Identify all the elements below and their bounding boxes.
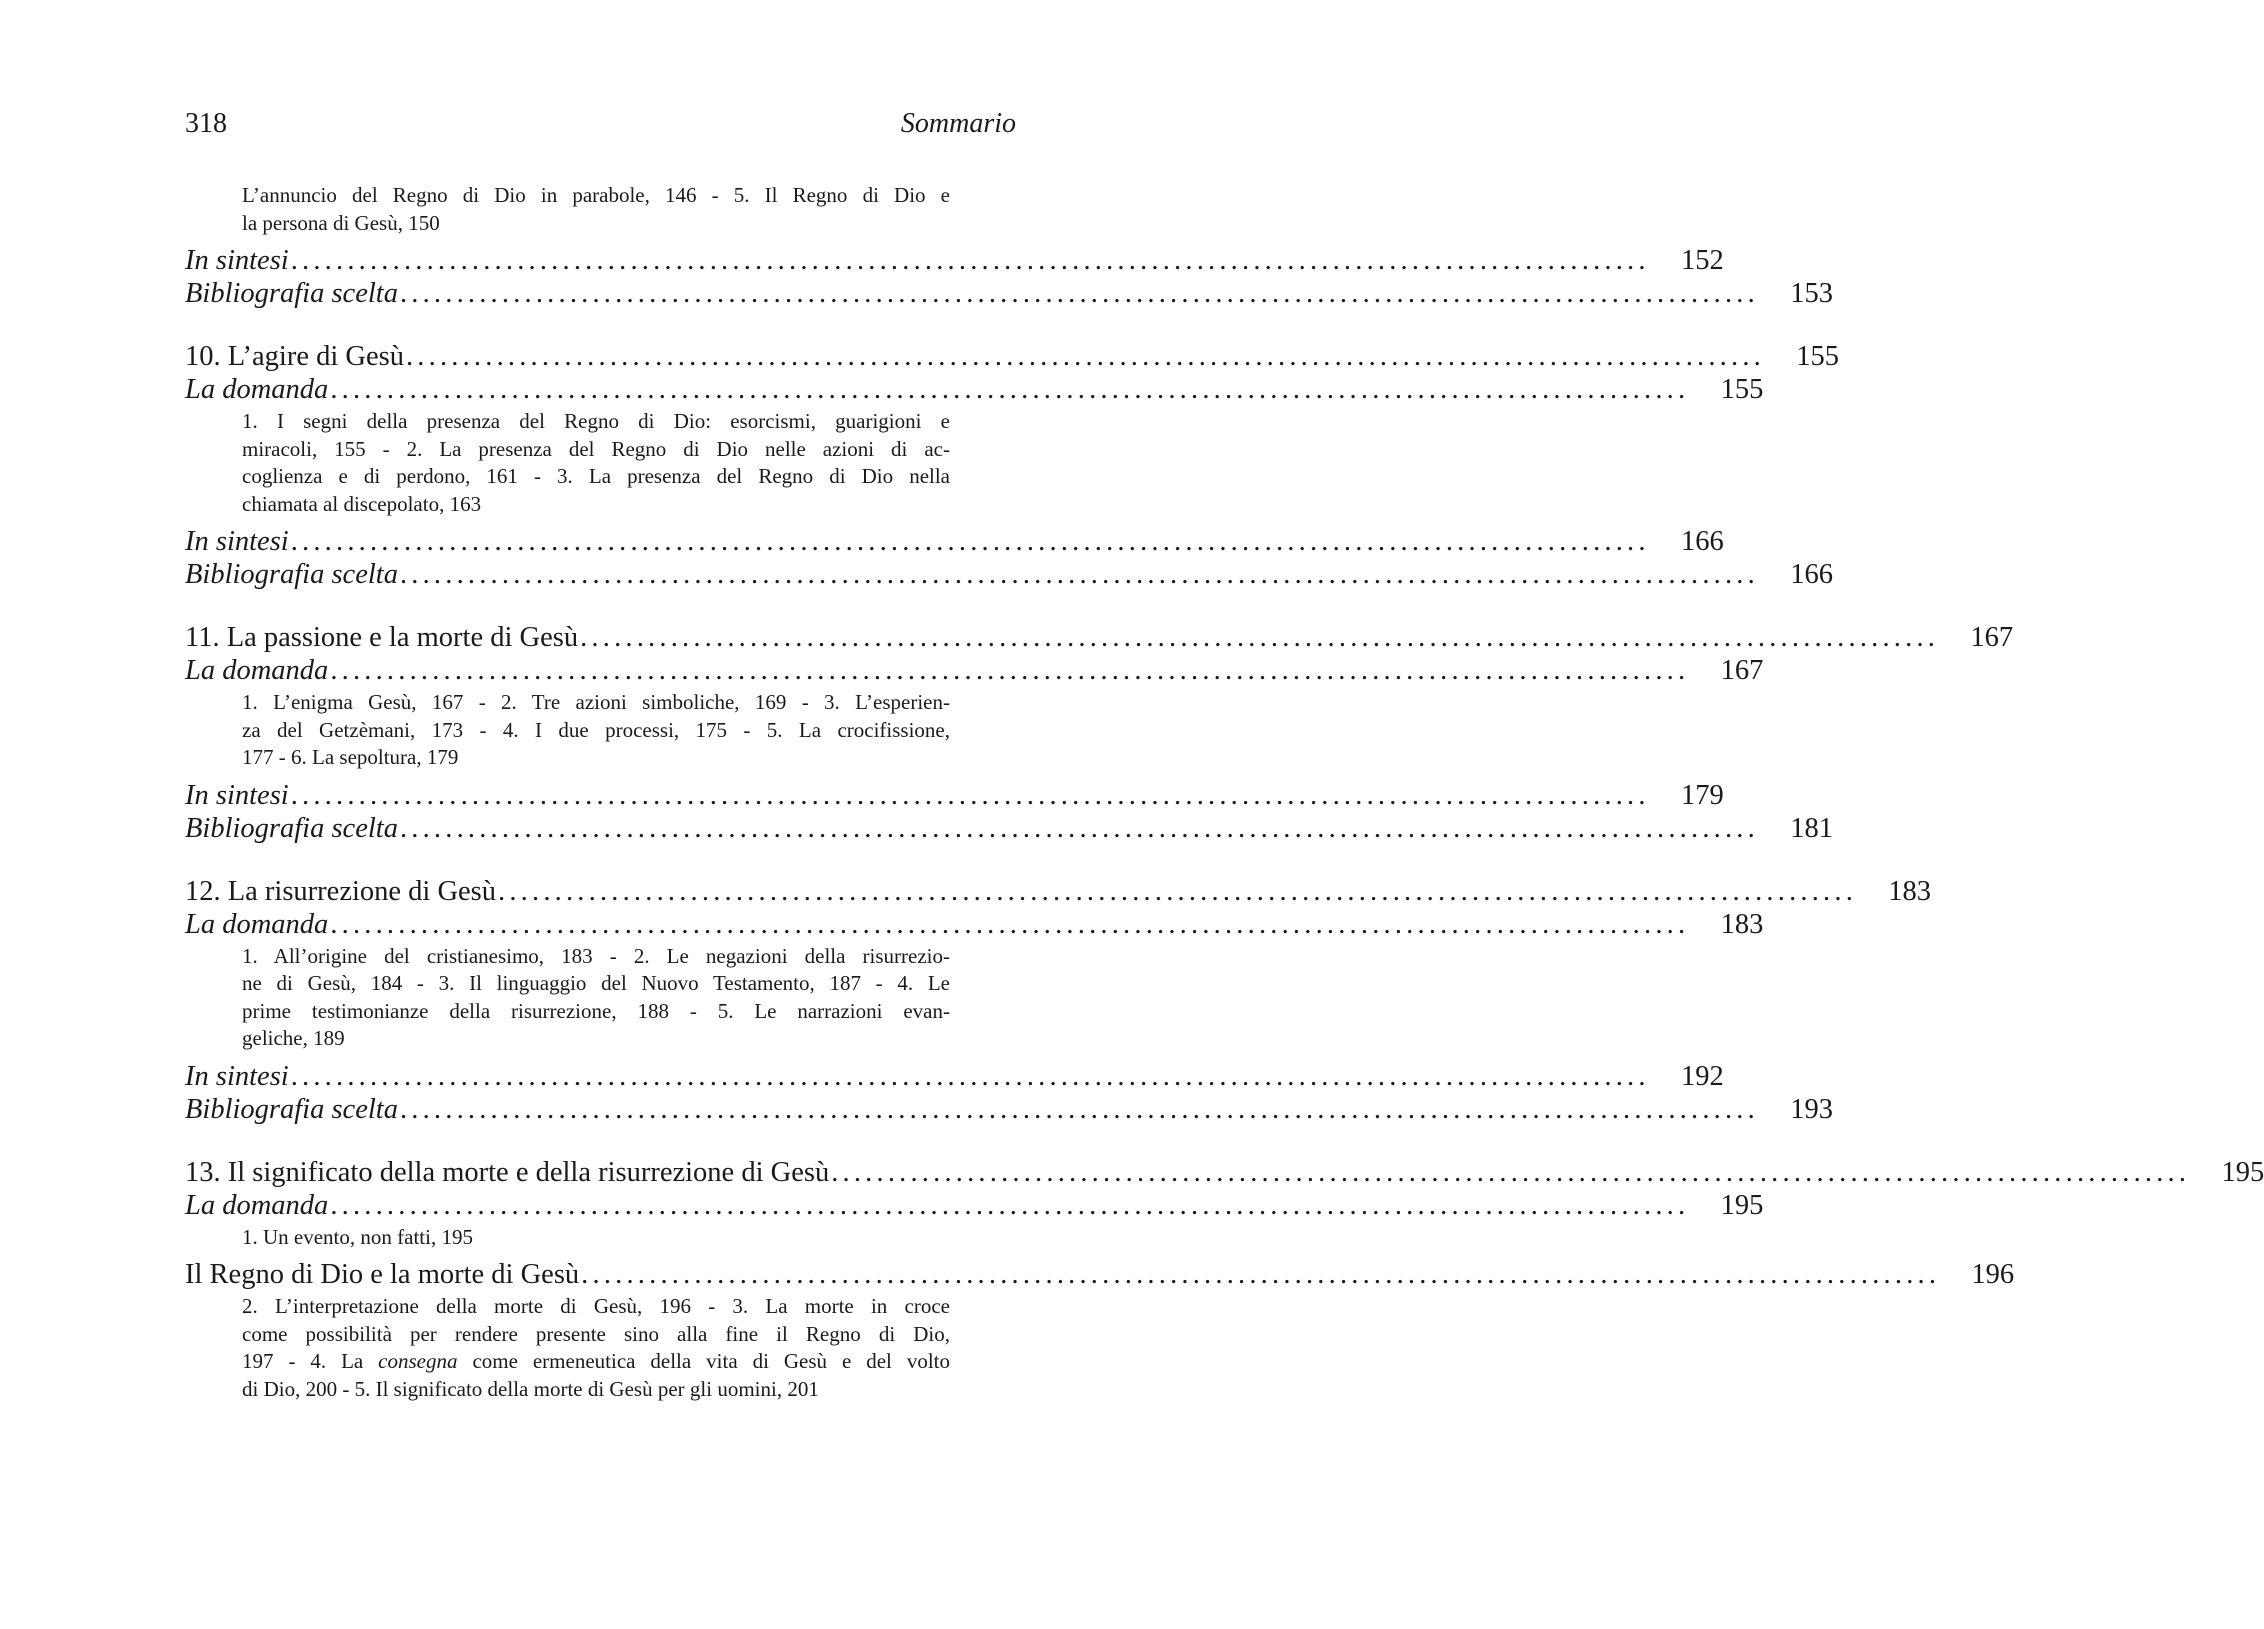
entry-label: Bibliografia scelta	[185, 812, 398, 844]
summary-line: 177 - 6. La sepoltura, 179	[242, 745, 459, 769]
summary-line: chiamata al discepolato, 163	[242, 491, 482, 516]
summary-line: miracoli, 155 - 2. La presenza del Regno di Dio nelle azioni di ac-	[242, 436, 950, 461]
summary-line: 1. I segni della presenza del Regno di Dio: esorcismi, guarigioni e	[242, 409, 950, 433]
leader-dots: ........................................................................................................................	[330, 655, 1690, 686]
spacer	[185, 1126, 1016, 1156]
leader-dots: ........................................................................................................................	[405, 341, 1765, 372]
entry-page: 192	[1680, 1060, 1724, 1092]
table-of-contents	[185, 182, 2264, 1410]
leader-dots: ........................................................................................................................	[399, 812, 1759, 844]
spacer	[185, 310, 1016, 340]
summary-line: 1. All’origine del cristianesimo, 183 - 2. Le negazioni della risurrezio-	[242, 943, 950, 968]
leader-dots: ........................................................................................................................	[399, 278, 1759, 309]
toc-summary	[185, 408, 950, 518]
summary-line: ne di Gesù, 184 - 3. Il linguaggio del Nuovo Testamento, 187 - 4. Le	[242, 971, 950, 995]
entry-page: 152	[1680, 245, 1724, 276]
page-number: 318	[185, 108, 227, 139]
toc-entry-synthesis[interactable]	[185, 525, 1724, 558]
entry-page: 167	[1720, 655, 1764, 686]
entry-page: 153	[1790, 278, 1833, 309]
toc-entry-chapter[interactable]	[185, 621, 2014, 654]
entry-label: La domanda	[185, 1189, 329, 1221]
entry-page: 155	[1720, 374, 1764, 405]
leader-dots: ........................................................................................................................	[399, 1093, 1759, 1125]
running-header	[185, 108, 1016, 148]
toc-entry-bibliography[interactable]	[185, 1093, 1833, 1126]
toc-entry-synthesis[interactable]	[185, 1060, 1724, 1093]
entry-label: Bibliografia scelta	[185, 1093, 398, 1125]
leader-dots: ........................................................................................................................	[330, 908, 1690, 940]
chapter-title: 13. Il significato della morte e della risurrezione di Gesù	[185, 1156, 830, 1188]
spacer	[185, 845, 1016, 875]
toc-entry-synthesis[interactable]	[185, 779, 1724, 812]
summary-line: la persona di Gesù, 150	[242, 210, 440, 235]
chapter-title: 12. La risurrezione di Gesù	[185, 875, 497, 907]
running-title: Sommario	[900, 108, 1016, 139]
summary-text: 197 - 4. La	[242, 1349, 379, 1373]
chapter-title: 11. La passione e la morte di Gesù	[185, 622, 579, 653]
entry-page: 166	[1680, 526, 1724, 557]
entry-label: La domanda	[185, 908, 329, 940]
toc-entry-bibliography[interactable]	[185, 277, 1833, 310]
entry-page: 183	[1720, 908, 1764, 940]
entry-label: La domanda	[185, 655, 329, 686]
entry-label: Bibliografia scelta	[185, 278, 398, 309]
leader-dots: ........................................................................................................................	[290, 1060, 1650, 1092]
toc-entry-chapter[interactable]	[185, 340, 1839, 373]
summary-line: di Dio, 200 - 5. Il significato della morte di Gesù per gli uomini, 201	[242, 1376, 819, 1401]
toc-entry-question[interactable]	[185, 1189, 1764, 1222]
summary-line: za del Getzèmani, 173 - 4. I due processi, 175 - 5. La crocifissione,	[242, 717, 950, 742]
summary-line: come possibilità per rendere presente sino alla fine il Regno di Dio,	[242, 1321, 950, 1346]
summary-text: come ermeneutica della vita di Gesù e del volto	[457, 1349, 950, 1373]
leader-dots: ........................................................................................................................	[399, 559, 1759, 590]
leader-dots: ........................................................................................................................	[330, 1189, 1690, 1221]
summary-line: 1. L’enigma Gesù, 167 - 2. Tre azioni simboliche, 169 - 3. L’esperien-	[242, 690, 950, 714]
summary-line: coglienza e di perdono, 161 - 3. La presenza del Regno di Dio nella	[242, 464, 950, 488]
entry-page: 195	[2221, 1156, 2264, 1188]
leader-dots: ........................................................................................................................	[330, 374, 1690, 405]
entry-label: Bibliografia scelta	[185, 559, 398, 590]
leader-dots: ........................................................................................................................	[581, 1259, 1941, 1290]
leader-dots: ........................................................................................................................	[290, 779, 1650, 811]
entry-label: In sintesi	[185, 779, 289, 811]
entry-label: In sintesi	[185, 245, 289, 276]
summary-line: geliche, 189	[242, 1026, 345, 1050]
entry-page: 193	[1790, 1093, 1833, 1125]
summary-line: prime testimonianze della risurrezione, 188 - 5. Le narrazioni evan-	[242, 998, 950, 1023]
toc-summary	[185, 689, 950, 772]
entry-page: 155	[1796, 341, 1839, 372]
toc-entry-chapter[interactable]	[185, 875, 1932, 908]
toc-entry-question[interactable]	[185, 908, 1764, 941]
summary-line: 2. L’interpretazione della morte di Gesù, 196 - 3. La morte in croce	[242, 1294, 950, 1318]
entry-label: In sintesi	[185, 1060, 289, 1092]
entry-page: 167	[1970, 622, 2014, 653]
toc-summary	[185, 1293, 950, 1403]
spacer	[185, 591, 1016, 621]
chapter-title: 10. L’agire di Gesù	[185, 341, 404, 372]
leader-dots: ........................................................................................................................	[498, 875, 1858, 907]
toc-entry-question[interactable]	[185, 654, 1764, 687]
summary-line	[242, 1348, 950, 1376]
toc-entry-chapter[interactable]	[185, 1156, 2264, 1189]
toc-summary	[185, 1224, 950, 1252]
entry-label: In sintesi	[185, 526, 289, 557]
entry-page: 181	[1790, 812, 1833, 844]
leader-dots: ........................................................................................................................	[290, 526, 1650, 557]
toc-summary	[185, 943, 950, 1053]
toc-entry-bibliography[interactable]	[185, 812, 1833, 845]
leader-dots: ........................................................................................................................	[290, 245, 1650, 276]
summary-line: L’annuncio del Regno di Dio in parabole, 146 - 5. Il Regno di Dio e	[242, 183, 950, 207]
toc-entry-bibliography[interactable]	[185, 558, 1833, 591]
entry-page: 166	[1790, 559, 1833, 590]
entry-page: 183	[1888, 875, 1932, 907]
summary-line: 1. Un evento, non fatti, 195	[242, 1224, 473, 1249]
leader-dots: ........................................................................................................................	[580, 622, 1940, 653]
toc-entry-question[interactable]	[185, 373, 1764, 406]
entry-label: La domanda	[185, 374, 329, 405]
toc-entry-synthesis[interactable]	[185, 244, 1724, 277]
emphasis-text: consegna	[378, 1349, 458, 1373]
toc-entry-section[interactable]	[185, 1258, 2015, 1291]
entry-page: 179	[1680, 779, 1724, 811]
leader-dots: ........................................................................................................................	[831, 1156, 2191, 1188]
entry-page: 196	[1971, 1259, 2015, 1290]
toc-summary	[185, 182, 950, 237]
section-title: Il Regno di Dio e la morte di Gesù	[185, 1259, 580, 1290]
entry-page: 195	[1720, 1189, 1764, 1221]
